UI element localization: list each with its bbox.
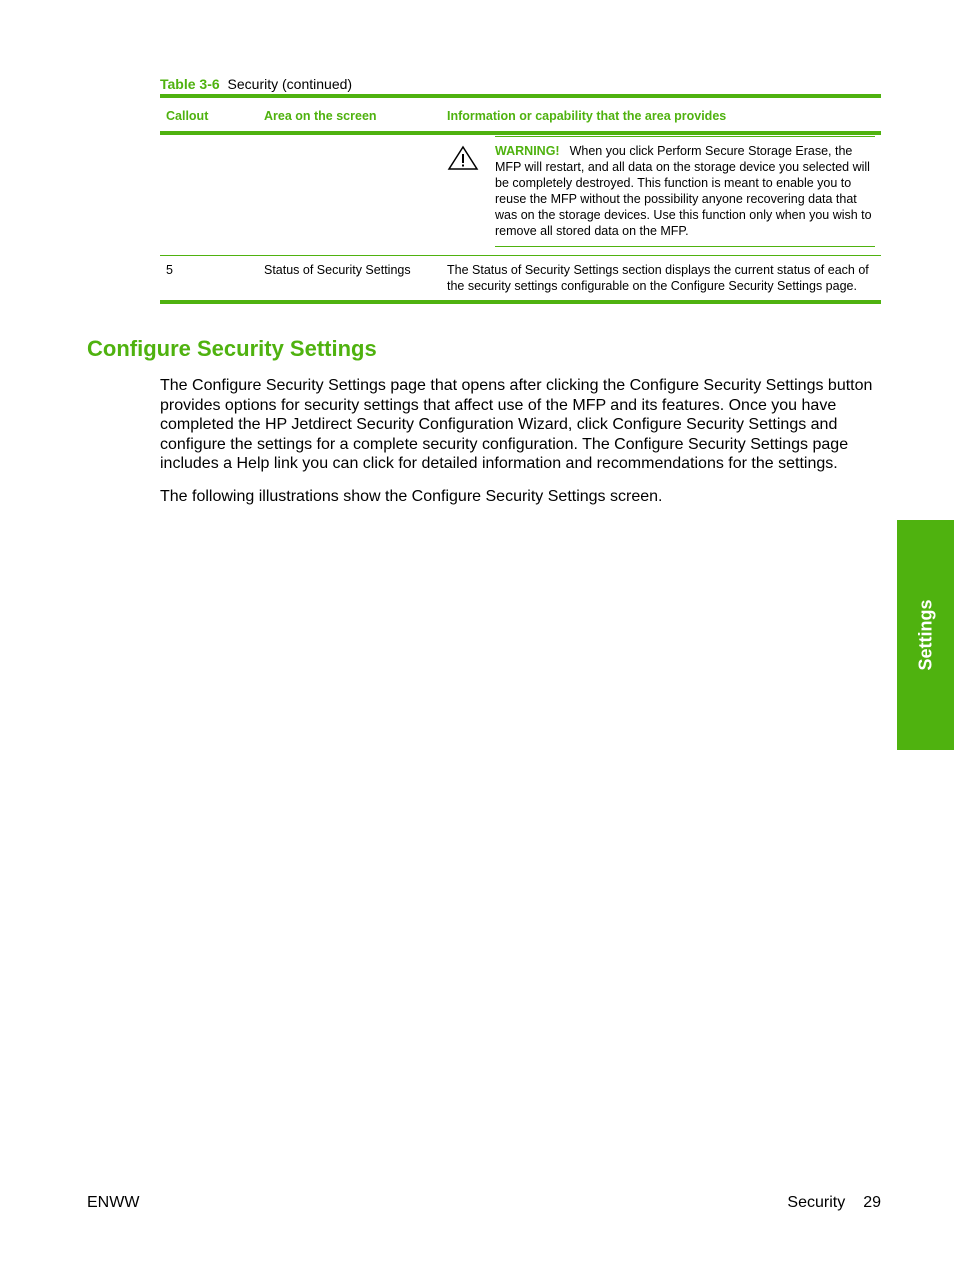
row-area: Status of Security Settings: [264, 263, 411, 277]
table-number: Table 3-6: [160, 76, 220, 92]
table-caption: [160, 76, 352, 92]
body-paragraph: The following illustrations show the Configure Security Settings screen.: [160, 488, 663, 505]
row-callout: 5: [166, 263, 173, 277]
header-area: Area on the screen: [264, 109, 377, 123]
header-callout: Callout: [166, 109, 209, 123]
table-bottom-rule: [160, 300, 881, 304]
page-number: 29: [863, 1194, 881, 1211]
table-header-row: [160, 98, 881, 131]
table-row: [160, 135, 881, 255]
body-paragraph: The Configure Security Settings page that opens after clicking the Configure Security Settings button provides options for security settings that affect use of the MFP and its features. Once you have completed the HP Jetdirect Security Configuration Wizard, click Configure Security Settings and configure the settings for a complete security configuration. The Configure Security Settings page includes a Help link you can click for detailed information and recommendations for the settings.: [160, 377, 873, 472]
side-tab-label: Settings: [915, 599, 935, 671]
warning-triangle-icon: [447, 145, 479, 171]
warning-box: [495, 136, 875, 247]
section-title: Configure Security Settings: [87, 336, 377, 361]
footer-left: ENWW: [87, 1194, 140, 1211]
footer-right: [787, 1194, 881, 1212]
warning-label: WARNING!: [495, 144, 560, 158]
footer-section: Security: [787, 1194, 846, 1211]
security-table: [160, 94, 881, 304]
chapter-side-tab: [897, 520, 954, 750]
warning-text: When you click Perform Secure Storage Erase, the MFP will restart, and all data on the storage device you selected will be completely destroyed. This function is meant to enable you to reuse the MFP without the possibility anyone recovering data that was on the storage devices. Use this function only when you wish to remove all stored data on the MFP.: [495, 144, 872, 238]
table-row: [160, 256, 881, 300]
header-info: Information or capability that the area provides: [447, 109, 727, 123]
table-title: Security (continued): [227, 76, 353, 92]
row-info: The Status of Security Settings section displays the current status of each of the security settings configurable on the Configure Security Settings page.: [447, 263, 869, 293]
